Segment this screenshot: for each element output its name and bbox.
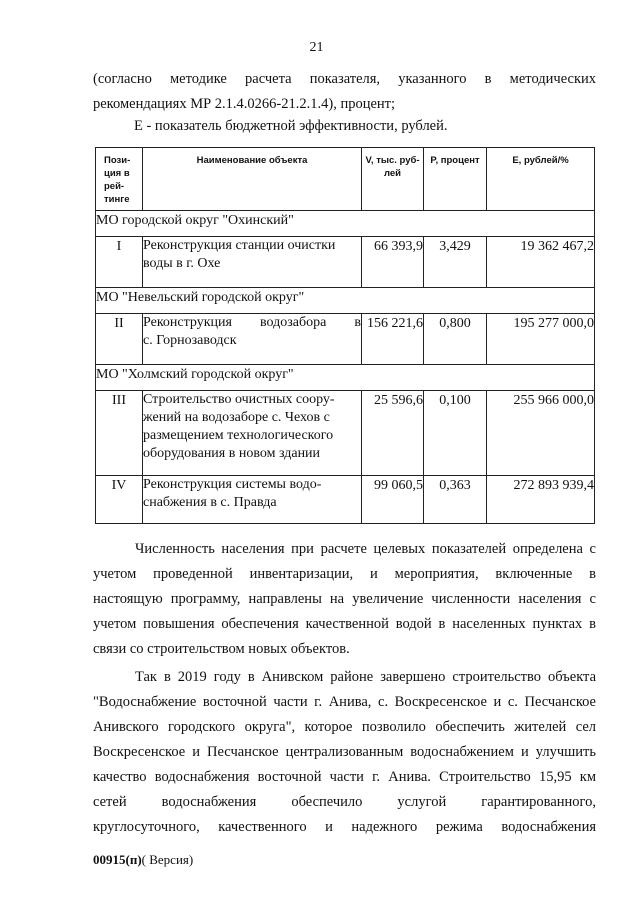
- row-p: 3,429: [424, 237, 487, 288]
- row-p: 0,100: [424, 391, 487, 476]
- row-v: 25 596,6: [362, 391, 424, 476]
- header-name: Наименование объекта: [143, 148, 362, 211]
- document-code: 00915(п): [93, 852, 142, 867]
- text-line: "Водоснабжение восточной части г. Анива, с. Воскресенское и с. Песчанское: [93, 694, 596, 710]
- header-v: V, тыс. руб- лей: [362, 148, 424, 211]
- population-paragraph: [93, 537, 596, 662]
- row-e: 195 277 000,0: [487, 314, 595, 365]
- text-line: Численность населения при расчете целевых показателей определена с: [135, 541, 596, 557]
- row-position: I: [96, 237, 143, 288]
- table-row: [96, 391, 595, 476]
- page-number: 21: [309, 40, 324, 55]
- text-line: учетом проведенной инвентаризации, и мероприятия, включенные в: [93, 566, 596, 582]
- row-position: IV: [96, 476, 143, 524]
- text-line: качество водоснабжения восточной части г. Анива. Строительство 15,95 км: [93, 769, 596, 785]
- row-name: Реконструкция системы водо- снабжения в с. Правда: [143, 476, 362, 524]
- table-row: [96, 314, 595, 365]
- objects-table: [95, 147, 595, 524]
- row-e: 255 966 000,0: [487, 391, 595, 476]
- text-line: Анивского городского округа", которое позволило обеспечить жителей сел: [93, 719, 596, 735]
- table-row: [96, 476, 595, 524]
- document-version: ( Версия): [141, 852, 194, 867]
- row-name: Реконструкция водозабора в с. Горнозаводск: [143, 314, 362, 365]
- text-line: учетом повышения обеспечения качественной водой в населенных пунктах в: [93, 616, 596, 632]
- text-line: связи со строительством новых объектов.: [93, 641, 350, 657]
- row-e: 272 893 939,4: [487, 476, 595, 524]
- text-line: (согласно методике расчета показателя, указанного в методических: [93, 71, 596, 87]
- document-footer: [93, 852, 193, 868]
- row-name: Строительство очистных соору- жений на водозаборе с. Чехов с размещением технологического оборудования в новом здании: [143, 391, 362, 476]
- header-position: Пози- ция в рей- тинге: [96, 148, 143, 211]
- aniva-paragraph: [93, 665, 596, 840]
- table-row: [96, 237, 595, 288]
- group-row: [96, 365, 595, 391]
- row-v: 156 221,6: [362, 314, 424, 365]
- row-position: II: [96, 314, 143, 365]
- header-p: P, процент: [424, 148, 487, 211]
- row-v: 66 393,9: [362, 237, 424, 288]
- text-line: Воскресенское и Песчанское централизованным водоснабжением и улучшить: [93, 744, 596, 760]
- row-name: Реконструкция станции очистки воды в г. Охе: [143, 237, 362, 288]
- table-header-row: [96, 148, 595, 211]
- row-p: 0,363: [424, 476, 487, 524]
- intro-paragraph: [93, 67, 596, 117]
- row-position: III: [96, 391, 143, 476]
- group-title: МО "Невельский городской округ": [96, 288, 595, 314]
- text-line: Так в 2019 году в Анивском районе завершено строительство объекта: [135, 669, 596, 685]
- row-e: 19 362 467,2: [487, 237, 595, 288]
- e-definition: Е - показатель бюджетной эффективности, рублей.: [134, 118, 448, 134]
- group-title: МО городской округ "Охинский": [96, 211, 595, 237]
- row-p: 0,800: [424, 314, 487, 365]
- text-line: сетей водоснабжения обеспечило услугой гарантированного,: [93, 794, 596, 810]
- text-line: рекомендациях МР 2.1.4.0266-21.2.1.4), процент;: [93, 96, 396, 112]
- row-v: 99 060,5: [362, 476, 424, 524]
- group-row: [96, 288, 595, 314]
- text-line: настоящую программу, направлены на увеличение численности населения с: [93, 591, 596, 607]
- text-line: круглосуточного, качественного и надежного режима водоснабжения: [93, 819, 596, 835]
- header-e: E, рублей/%: [487, 148, 595, 211]
- group-title: МО "Холмский городской округ": [96, 365, 595, 391]
- group-row: [96, 211, 595, 237]
